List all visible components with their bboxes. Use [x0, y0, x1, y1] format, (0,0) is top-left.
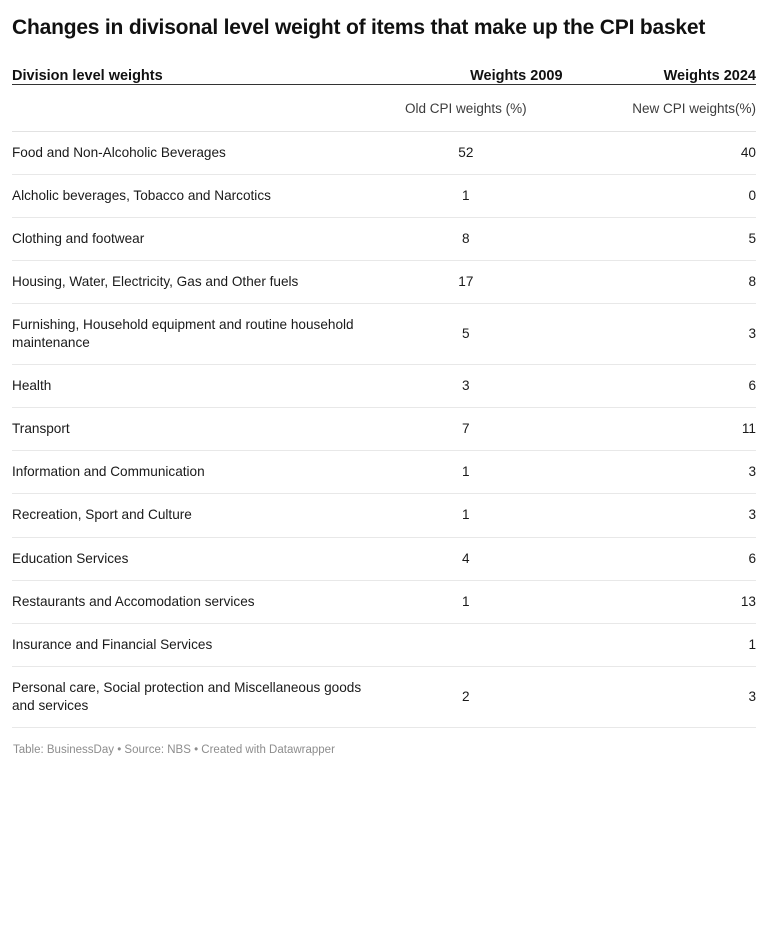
row-value-2024: 6: [563, 537, 756, 580]
row-value-2009: 7: [369, 408, 562, 451]
row-label: Recreation, Sport and Culture: [12, 494, 369, 537]
row-label: Education Services: [12, 537, 369, 580]
row-label: Furnishing, Household equipment and routine household maintenance: [12, 304, 369, 365]
row-value-2024: 3: [563, 494, 756, 537]
column-header-weights-2024: Weights 2024: [563, 68, 756, 85]
table-row: [12, 580, 756, 623]
table-row: [12, 217, 756, 260]
table-body: [12, 84, 756, 727]
row-value-2009: 8: [369, 217, 562, 260]
source-footer: Table: BusinessDay • Source: NBS • Created with Datawrapper: [13, 743, 335, 756]
row-value-2024: 5: [563, 217, 756, 260]
row-value-2009: 52: [369, 131, 562, 174]
row-value-2009: [369, 623, 562, 666]
table-row: [12, 494, 756, 537]
row-value-2009: 3: [369, 365, 562, 408]
table-row: [12, 304, 756, 365]
row-label: Alcholic beverages, Tobacco and Narcotics: [12, 174, 369, 217]
subheader-old-weights: Old CPI weights (%): [369, 84, 562, 131]
row-value-2024: 3: [563, 666, 756, 727]
table-header: [12, 68, 756, 85]
cpi-weights-table: [12, 68, 756, 728]
column-header-weights-2009: Weights 2009: [369, 68, 562, 85]
subheader-row: [12, 84, 756, 131]
table-row: [12, 623, 756, 666]
page-title: Changes in divisonal level weight of items that make up the CPI basket: [12, 16, 706, 39]
row-value-2024: 40: [563, 131, 756, 174]
column-header-division: Division level weights: [12, 68, 369, 85]
row-value-2024: 8: [563, 260, 756, 303]
row-value-2009: 1: [369, 580, 562, 623]
row-value-2009: 1: [369, 174, 562, 217]
table-row: [12, 666, 756, 727]
row-value-2024: 6: [563, 365, 756, 408]
row-value-2024: 0: [563, 174, 756, 217]
row-label: Restaurants and Accomodation services: [12, 580, 369, 623]
row-label: Personal care, Social protection and Miscellaneous goods and services: [12, 666, 369, 727]
row-label: Housing, Water, Electricity, Gas and Other fuels: [12, 260, 369, 303]
row-label: Insurance and Financial Services: [12, 623, 369, 666]
table-row: [12, 260, 756, 303]
table-row: [12, 408, 756, 451]
subheader-division: [12, 84, 369, 131]
row-value-2024: 1: [563, 623, 756, 666]
row-label: Clothing and footwear: [12, 217, 369, 260]
table-row: [12, 131, 756, 174]
table-row: [12, 174, 756, 217]
row-value-2024: 11: [563, 408, 756, 451]
table-row: [12, 537, 756, 580]
header-row: [12, 68, 756, 85]
row-value-2009: 4: [369, 537, 562, 580]
row-label: Health: [12, 365, 369, 408]
row-label: Information and Communication: [12, 451, 369, 494]
row-value-2009: 1: [369, 451, 562, 494]
row-value-2024: 3: [563, 451, 756, 494]
table-row: [12, 365, 756, 408]
table-row: [12, 451, 756, 494]
subheader-new-weights: New CPI weights(%): [563, 84, 756, 131]
row-value-2009: 17: [369, 260, 562, 303]
row-value-2009: 5: [369, 304, 562, 365]
row-value-2024: 3: [563, 304, 756, 365]
row-label: Transport: [12, 408, 369, 451]
row-value-2009: 1: [369, 494, 562, 537]
row-value-2024: 13: [563, 580, 756, 623]
row-label: Food and Non-Alcoholic Beverages: [12, 131, 369, 174]
row-value-2009: 2: [369, 666, 562, 727]
